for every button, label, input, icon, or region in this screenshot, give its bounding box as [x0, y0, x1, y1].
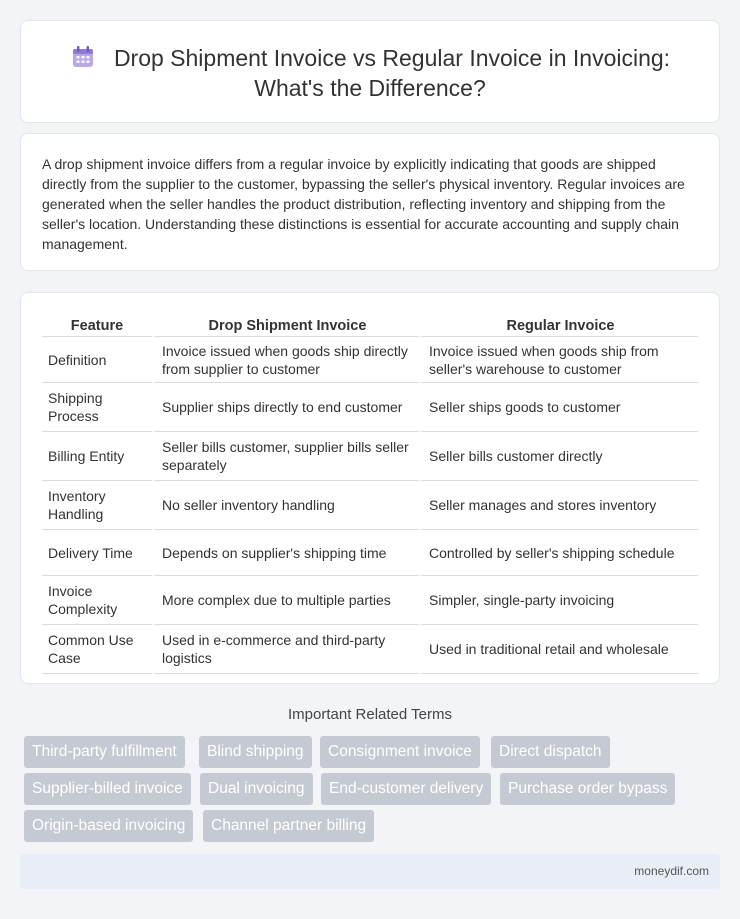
feature-cell: Shipping Process	[42, 383, 152, 432]
regular-cell: Seller bills customer directly	[419, 432, 698, 481]
comparison-table	[42, 313, 698, 674]
header-regular: Regular Invoice	[419, 313, 698, 337]
drop-shipment-cell: Supplier ships directly to end customer	[152, 383, 419, 432]
table-row	[42, 481, 698, 530]
table-row	[42, 530, 698, 576]
regular-cell: Invoice issued when goods ship from seller's warehouse to customer	[419, 337, 698, 383]
title-card	[20, 20, 720, 123]
calendar-icon	[70, 44, 96, 70]
term-tag[interactable]: Supplier-billed invoice	[24, 773, 191, 805]
table-row	[42, 625, 698, 674]
header-drop-shipment: Drop Shipment Invoice	[152, 313, 419, 337]
feature-cell: Billing Entity	[42, 432, 152, 481]
table-row	[42, 432, 698, 481]
regular-cell: Seller manages and stores inventory	[419, 481, 698, 530]
title-line-2: What's the Difference?	[254, 75, 486, 101]
feature-cell: Invoice Complexity	[42, 576, 152, 625]
intro-card	[20, 133, 720, 271]
table-row	[42, 383, 698, 432]
regular-cell: Used in traditional retail and wholesale	[419, 625, 698, 674]
term-tag[interactable]: Channel partner billing	[203, 810, 374, 842]
feature-cell: Delivery Time	[42, 530, 152, 576]
table-row	[42, 337, 698, 383]
header-feature: Feature	[42, 313, 152, 337]
feature-cell: Common Use Case	[42, 625, 152, 674]
comparison-table-card	[20, 292, 720, 684]
drop-shipment-cell: More complex due to multiple parties	[152, 576, 419, 625]
term-tag[interactable]: Purchase order bypass	[500, 773, 675, 805]
term-tag[interactable]: Origin-based invoicing	[24, 810, 193, 842]
term-tag[interactable]: Dual invoicing	[200, 773, 313, 805]
term-tag[interactable]: Consignment invoice	[320, 736, 480, 768]
term-tag[interactable]: Direct dispatch	[491, 736, 610, 768]
drop-shipment-cell: Invoice issued when goods ship directly from supplier to customer	[152, 337, 419, 383]
page-title	[21, 43, 719, 103]
related-terms-heading: Important Related Terms	[288, 706, 452, 723]
term-tag[interactable]: Third-party fulfillment	[24, 736, 185, 768]
term-tag[interactable]: End-customer delivery	[321, 773, 491, 805]
term-tag[interactable]: Blind shipping	[199, 736, 312, 768]
site-credit[interactable]: moneydif.com	[634, 864, 709, 878]
title-line-1: Drop Shipment Invoice vs Regular Invoice in Invoicing:	[113, 45, 671, 71]
drop-shipment-cell: Seller bills customer, supplier bills seller separately	[152, 432, 419, 481]
footer	[20, 854, 720, 889]
feature-cell: Definition	[42, 337, 152, 383]
drop-shipment-cell: Used in e-commerce and third-party logistics	[152, 625, 419, 674]
drop-shipment-cell: Depends on supplier's shipping time	[152, 530, 419, 576]
regular-cell: Controlled by seller's shipping schedule	[419, 530, 698, 576]
table-header-row	[42, 313, 698, 337]
table-row	[42, 576, 698, 625]
feature-cell: Inventory Handling	[42, 481, 152, 530]
drop-shipment-cell: No seller inventory handling	[152, 481, 419, 530]
regular-cell: Seller ships goods to customer	[419, 383, 698, 432]
intro-paragraph: A drop shipment invoice differs from a regular invoice by explicitly indicating that goods are shipped directly from the supplier to the customer, bypassing the seller's physical inventory. Regular invoices are generated when the seller handles the product distribution, reflecting inventory and shipping from the seller's location. Understanding these distinctions is essential for accurate accounting and supply chain management.	[42, 156, 685, 252]
regular-cell: Simpler, single-party invoicing	[419, 576, 698, 625]
